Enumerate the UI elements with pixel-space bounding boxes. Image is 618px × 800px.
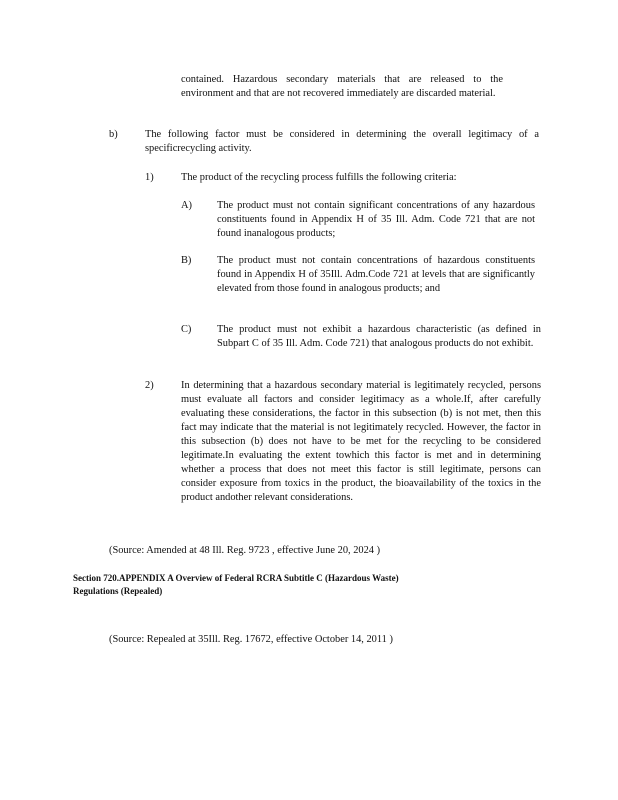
subsection-b-label: b)	[109, 129, 118, 140]
section-heading	[73, 572, 399, 598]
item-2-text: In determining that a hazardous secondary material is legitimately recycled, persons must evaluate all factors and consider legitimacy as a whole.If, after carefully evaluating these considerations, the factor in this subsection (b) is not met, then this fact may indicate that the material is not legitimately recycled. However, the factor in this subsection (b) does not have to be met for the recycling to be considered legitimate.In evaluating the extent towhich this factor is met and in determining whether a process that does not meet this factor is still legitimate, persons can consider exposure from toxics in the product, the bioavailability of the toxics in the product andother relevant considerations.	[181, 380, 541, 503]
section-heading-line-1: Section 720.APPENDIX A Overview of Federal RCRA Subtitle C (Hazardous Waste)	[73, 573, 399, 583]
item-A-label: A)	[181, 200, 192, 211]
item-C-label: C)	[181, 324, 192, 335]
source-note-amended: (Source: Amended at 48 Ill. Reg. 9723 , effective June 20, 2024 )	[109, 545, 381, 556]
subsection-b-text: The following factor must be considered in determining the overall legitimacy of a specificrecycling activity.	[145, 129, 539, 154]
item-2-label: 2)	[145, 380, 154, 391]
item-C-text: The product must not exhibit a hazardous characteristic (as defined in Subpart C of 35 Ill. Adm. Code 721) that analogous products do not exhibit.	[217, 324, 541, 349]
item-B-label: B)	[181, 255, 192, 266]
source-note-repealed: (Source: Repealed at 35Ill. Reg. 17672, effective October 14, 2011 )	[109, 634, 393, 645]
section-heading-line-2: Regulations (Repealed)	[73, 586, 163, 596]
item-B-text: The product must not contain concentrations of hazardous constituents found in Appendix H of 35Ill. Adm.Code 721 at levels that are significantly elevated from those found in analogous products; and	[217, 255, 535, 294]
item-1-label: 1)	[145, 172, 154, 183]
item-A-text: The product must not contain significant concentrations of any hazardous constituents found in Appendix H of 35 Ill. Adm. Code 721 that are not found inanalogous products;	[217, 200, 535, 239]
item-1-text: The product of the recycling process fulfills the following criteria:	[181, 172, 457, 183]
continuation-paragraph: contained. Hazardous secondary materials that are released to the environment and that are not recovered immediately are discarded material.	[181, 74, 503, 99]
